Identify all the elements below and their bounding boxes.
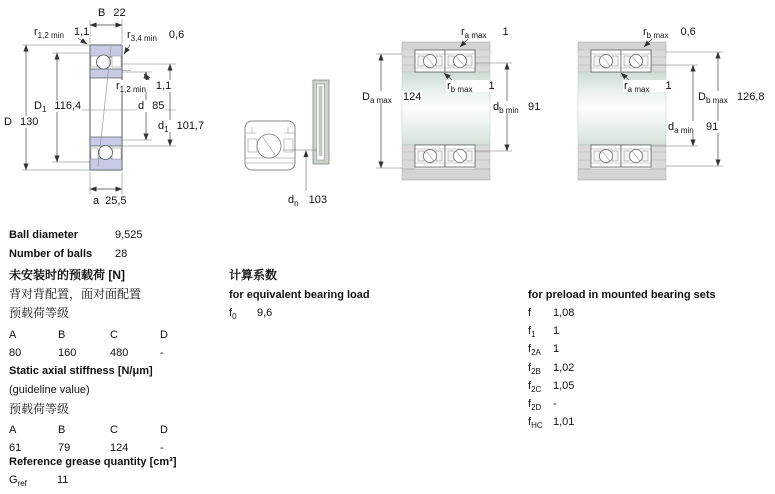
preload-class-label: 预载荷等级 bbox=[9, 306, 70, 320]
dim-value-setB-da: 91 bbox=[706, 121, 719, 133]
dim-label-d1: $d_1$ 101,7 bbox=[158, 120, 205, 135]
factor-value-f2c: 1,05 bbox=[553, 380, 575, 392]
dim-label-a: a 25,5 bbox=[93, 195, 127, 207]
stiffness-table-header: A B C D bbox=[9, 424, 168, 436]
factor-symbol-f: f bbox=[528, 307, 532, 319]
dim-label-setA-Da: $D_{a max}$ bbox=[362, 91, 392, 106]
dim-label-D1: $D_1$ 116,4 bbox=[34, 100, 82, 115]
number-of-balls-label: Number of balls bbox=[9, 248, 93, 260]
grease-section-title: Reference grease quantity [cm³] bbox=[9, 456, 177, 468]
preload-section-subtitle: 背对背配置，面对面配置 bbox=[9, 287, 142, 301]
grease-value: 11 bbox=[57, 474, 69, 486]
dim-label-setB-Db: $D_{b max}$ bbox=[698, 91, 728, 106]
dim-label-setA-ra: $r_{a max}$ 1 bbox=[461, 26, 509, 41]
dim-label-B: B 22 bbox=[98, 7, 126, 19]
stiffness-table-values: 61 79 124 - bbox=[9, 442, 164, 454]
mounted-set-b-drawing bbox=[578, 39, 723, 180]
dim-label-r12-top: $r_{1,2 min}$ 1,1 bbox=[34, 26, 90, 41]
stiffness-section-subtitle: (guideline value) bbox=[9, 384, 90, 396]
dim-label-setA-rb: $r_{b max}$ 1 bbox=[447, 80, 495, 95]
f0-symbol: $f_0$ bbox=[229, 307, 237, 322]
stiffness-section-title: Static axial stiffness [N/μm] bbox=[9, 365, 153, 377]
dim-label-r34: $r_{3,4 min}$ 0,6 bbox=[127, 29, 185, 44]
preload-table-header: A B C D bbox=[9, 329, 168, 341]
factor-value-f1: 1 bbox=[553, 325, 560, 337]
dim-label-setB-da: $d_{a min}$ bbox=[668, 121, 694, 136]
dim-value-setB-Db: 126,8 bbox=[737, 91, 765, 103]
factor-value-f: 1,08 bbox=[553, 307, 575, 319]
preload-factors-title: for preload in mounted bearing sets bbox=[528, 289, 716, 301]
equiv-load-title: for equivalent bearing load bbox=[229, 289, 370, 301]
factor-symbol-fhc: $f_{HC}$ bbox=[528, 416, 543, 431]
grease-symbol: $G_{ref}$ bbox=[9, 474, 27, 489]
factor-value-f2d: - bbox=[553, 398, 557, 410]
f0-value: 9,6 bbox=[257, 307, 273, 319]
factor-value-f2b: 1,02 bbox=[553, 362, 575, 374]
stiffness-class-label: 预载荷等级 bbox=[9, 402, 70, 416]
preload-table-values: 80 160 480 - bbox=[9, 347, 164, 359]
ball-diameter-value: 9,525 bbox=[115, 229, 143, 241]
dim-label-setA-db: $d_{b min}$ bbox=[493, 101, 519, 116]
dim-label-D: D 130 bbox=[4, 116, 39, 128]
factor-value-fhc: 1,01 bbox=[553, 416, 575, 428]
ball-diameter-label: Ball diameter bbox=[9, 229, 79, 241]
factor-symbol-f2c: $f_{2C}$ bbox=[528, 380, 542, 395]
calc-factors-title: 计算系数 bbox=[229, 268, 278, 282]
factor-value-f2a: 1 bbox=[553, 343, 560, 355]
factor-symbol-f1: $f_1$ bbox=[528, 325, 536, 340]
dim-label-d: d 85 bbox=[138, 100, 165, 112]
preload-section-title: 未安装时的预载荷 [N] bbox=[9, 268, 125, 282]
factor-symbol-f2d: $f_{2D}$ bbox=[528, 398, 542, 413]
number-of-balls-value: 28 bbox=[115, 248, 128, 260]
dim-label-dn: $d_n$ 103 bbox=[288, 194, 327, 209]
factor-symbol-f2a: $f_{2A}$ bbox=[528, 343, 541, 358]
factor-symbol-f2b: $f_{2B}$ bbox=[528, 362, 541, 377]
dim-value-setA-Da: 124 bbox=[403, 91, 422, 103]
dim-label-r12-inner: $r_{1,2 min}$ 1,1 bbox=[116, 80, 172, 95]
dim-label-setB-ra: $r_{a max}$ 1 bbox=[624, 80, 672, 95]
dim-value-setA-db: 91 bbox=[528, 101, 541, 113]
dim-label-setB-rb: $r_{b max}$ 0,6 bbox=[643, 26, 696, 41]
abutment-drawing bbox=[245, 80, 329, 191]
